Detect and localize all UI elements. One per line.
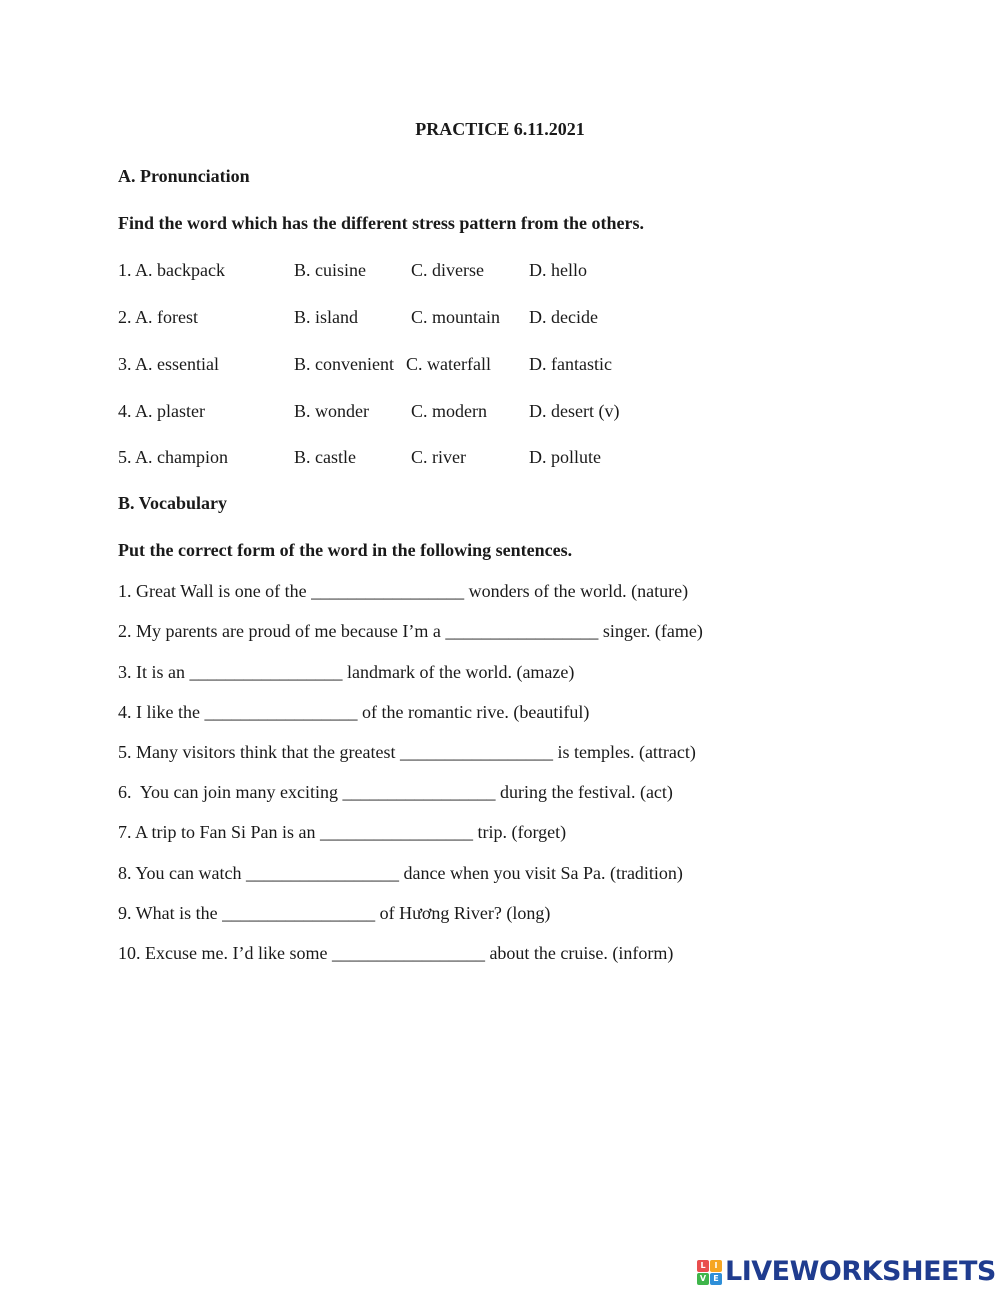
option-c: C. river: [411, 447, 466, 467]
page-title: PRACTICE 6.11.2021: [415, 119, 585, 139]
section-b-instruction: Put the correct form of the word in the following sentences.: [118, 540, 573, 560]
option-d: D. fantastic: [529, 354, 612, 374]
logo-mark-icon: [697, 1260, 722, 1285]
vocab-sentence-8: 8. You can watch _________________ dance when you visit Sa Pa. (tradition): [118, 863, 683, 883]
option-a: 1. A. backpack: [118, 260, 225, 280]
option-c: C. waterfall: [406, 354, 491, 374]
option-b: B. island: [294, 307, 359, 327]
vocab-sentence-2: 2. My parents are proud of me because I’m a _________________ singer. (fame): [118, 621, 703, 641]
option-d: D. desert (v): [529, 401, 620, 421]
logo-tile: E: [710, 1273, 722, 1285]
option-a: 5. A. champion: [118, 447, 228, 467]
vocab-sentence-6: 6. You can join many exciting _________________ during the festival. (act): [118, 782, 673, 802]
logo-tile: V: [697, 1273, 709, 1285]
logo-text: LIVEWORKSHEETS: [725, 1256, 996, 1287]
liveworksheets-logo[interactable]: [697, 1256, 996, 1288]
option-d: D. pollute: [529, 447, 601, 467]
option-c: C. mountain: [411, 307, 500, 327]
logo-tile: I: [710, 1260, 722, 1272]
option-d: D. decide: [529, 307, 598, 327]
option-d: D. hello: [529, 260, 587, 280]
section-a-instruction: Find the word which has the different stress pattern from the others.: [118, 213, 644, 233]
vocab-sentence-7: 7. A trip to Fan Si Pan is an _________________ trip. (forget): [118, 822, 567, 842]
option-b: B. wonder: [294, 401, 369, 421]
option-c: C. diverse: [411, 260, 484, 280]
vocab-sentence-9: 9. What is the _________________ of Hương River? (long): [118, 903, 551, 923]
vocab-sentence-5: 5. Many visitors think that the greatest _________________ is temples. (attract): [118, 742, 696, 762]
option-a: 3. A. essential: [118, 354, 219, 374]
option-b: B. castle: [294, 447, 356, 467]
option-b: B. convenient: [294, 354, 394, 374]
option-a: 2. A. forest: [118, 307, 198, 327]
vocab-sentence-1: 1. Great Wall is one of the _________________ wonders of the world. (nature): [118, 581, 689, 601]
option-a: 4. A. plaster: [118, 401, 205, 421]
vocab-sentence-3: 3. It is an _________________ landmark of the world. (amaze): [118, 662, 575, 682]
logo-tile: L: [697, 1260, 709, 1272]
section-b-heading: B. Vocabulary: [118, 493, 228, 513]
section-a-heading: A. Pronunciation: [118, 166, 250, 186]
vocab-sentence-10: 10. Excuse me. I’d like some _________________ about the cruise. (inform): [118, 943, 674, 963]
option-b: B. cuisine: [294, 260, 366, 280]
vocab-sentence-4: 4. I like the _________________ of the romantic rive. (beautiful): [118, 702, 590, 722]
option-c: C. modern: [411, 401, 487, 421]
